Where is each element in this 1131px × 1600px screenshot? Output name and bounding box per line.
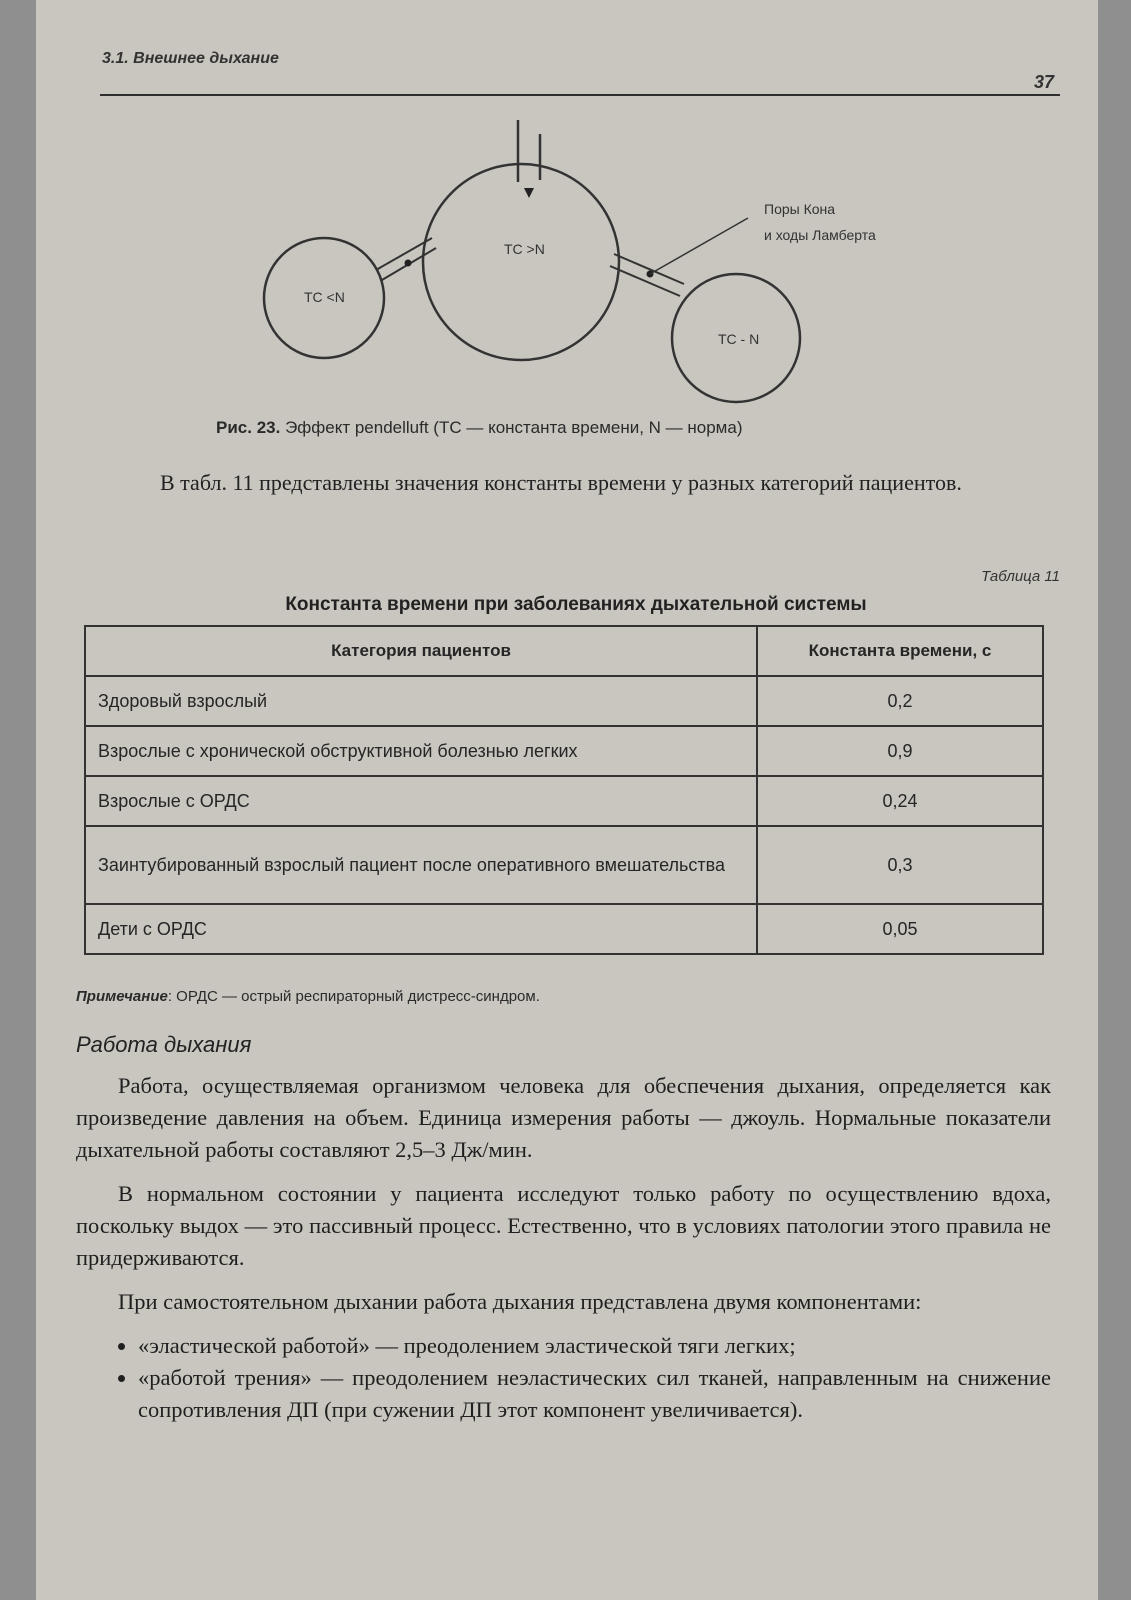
table-cell-category: Взрослые с хронической обструктивной болезнью легких bbox=[85, 726, 757, 776]
table-cell-category: Взрослые с ОРДС bbox=[85, 776, 757, 826]
table-header-category: Категория пациентов bbox=[85, 626, 757, 676]
page-header bbox=[100, 44, 1060, 96]
label-center: TC >N bbox=[504, 241, 545, 257]
book-page bbox=[36, 0, 1098, 1600]
intro-paragraph: В табл. 11 представлены значения константы времени у разных категорий пациентов. bbox=[160, 470, 962, 495]
airflow-arrow-center bbox=[524, 188, 534, 198]
bullet-list bbox=[76, 1330, 1051, 1426]
pendelluft-diagram bbox=[236, 120, 936, 420]
figure-caption-number: Рис. 23. bbox=[216, 418, 281, 437]
annotation-pointer bbox=[650, 218, 748, 274]
annotation-line-1: Поры Кона bbox=[764, 201, 836, 217]
table-cell-category: Здоровый взрослый bbox=[85, 676, 757, 726]
list-item: • «работой трения» — преодолением неэластических сил тканей, направленным на снижение сопротивления ДП (при сужении ДП этот компонент увеличивается). bbox=[138, 1362, 1051, 1426]
table-cell-category: Дети с ОРДС bbox=[85, 904, 757, 954]
figure-caption-text: Эффект pendelluft (TC — константа времени, N — норма) bbox=[285, 418, 743, 437]
table-note-label: Примечание bbox=[76, 988, 168, 1005]
channel-left-dot bbox=[405, 260, 412, 267]
table-cell-value: 0,9 bbox=[757, 726, 1043, 776]
page-number: 37 bbox=[1033, 72, 1054, 92]
table-cell-value: 0,05 bbox=[757, 904, 1043, 954]
table-row bbox=[85, 904, 1043, 954]
table-cell-value: 0,24 bbox=[757, 776, 1043, 826]
table-header-value: Константа времени, с bbox=[757, 626, 1043, 676]
table-row bbox=[85, 776, 1043, 826]
table-row bbox=[85, 676, 1043, 726]
alveolus-center bbox=[423, 164, 619, 360]
body-paragraph: Работа, осуществляемая организмом человека для обеспечения дыхания, определяется как произведение давления на объем. Единица измерения работы — джоуль. Нормальные показатели дыхательной работы составляют 2,5–3 Дж/мин. bbox=[76, 1073, 1051, 1162]
channel-right-upper bbox=[614, 254, 684, 284]
table-cell-category: Заинтубированный взрослый пациент после оперативного вмешательства bbox=[85, 826, 757, 904]
running-head: 3.1. Внешнее дыхание bbox=[102, 50, 279, 67]
section-body bbox=[76, 1070, 1051, 1426]
table-cell-value: 0,3 bbox=[757, 826, 1043, 904]
table-row bbox=[85, 726, 1043, 776]
channel-right-lower bbox=[610, 266, 680, 296]
table-row bbox=[85, 826, 1043, 904]
table-title: Константа времени при заболеваниях дыхательной системы bbox=[285, 594, 867, 615]
table-note-text: : ОРДС — острый респираторный дистресс-синдром. bbox=[167, 988, 540, 1005]
annotation-line-2: и ходы Ламберта bbox=[764, 227, 876, 243]
table-header-row bbox=[85, 626, 1043, 676]
time-constant-table bbox=[84, 625, 1044, 955]
body-paragraph: В нормальном состоянии у пациента исследуют только работу по осуществлению вдоха, поскольку выдох — это пассивный процесс. Естественно, что в условиях патологии этого правила не придерживаются. bbox=[76, 1181, 1051, 1270]
label-left: ТС <N bbox=[304, 289, 345, 305]
table-cell-value: 0,2 bbox=[757, 676, 1043, 726]
label-right: TC - N bbox=[718, 331, 760, 347]
body-paragraph: При самостоятельном дыхании работа дыхания представлена двумя компонентами: bbox=[118, 1289, 922, 1314]
table-number: Таблица 11 bbox=[981, 568, 1060, 585]
figure-caption bbox=[216, 418, 936, 438]
table-note bbox=[76, 988, 1036, 1005]
section-heading: Работа дыхания bbox=[76, 1032, 252, 1057]
list-item: • «эластической работой» — преодолением эластической тяги легких; bbox=[138, 1330, 1051, 1362]
